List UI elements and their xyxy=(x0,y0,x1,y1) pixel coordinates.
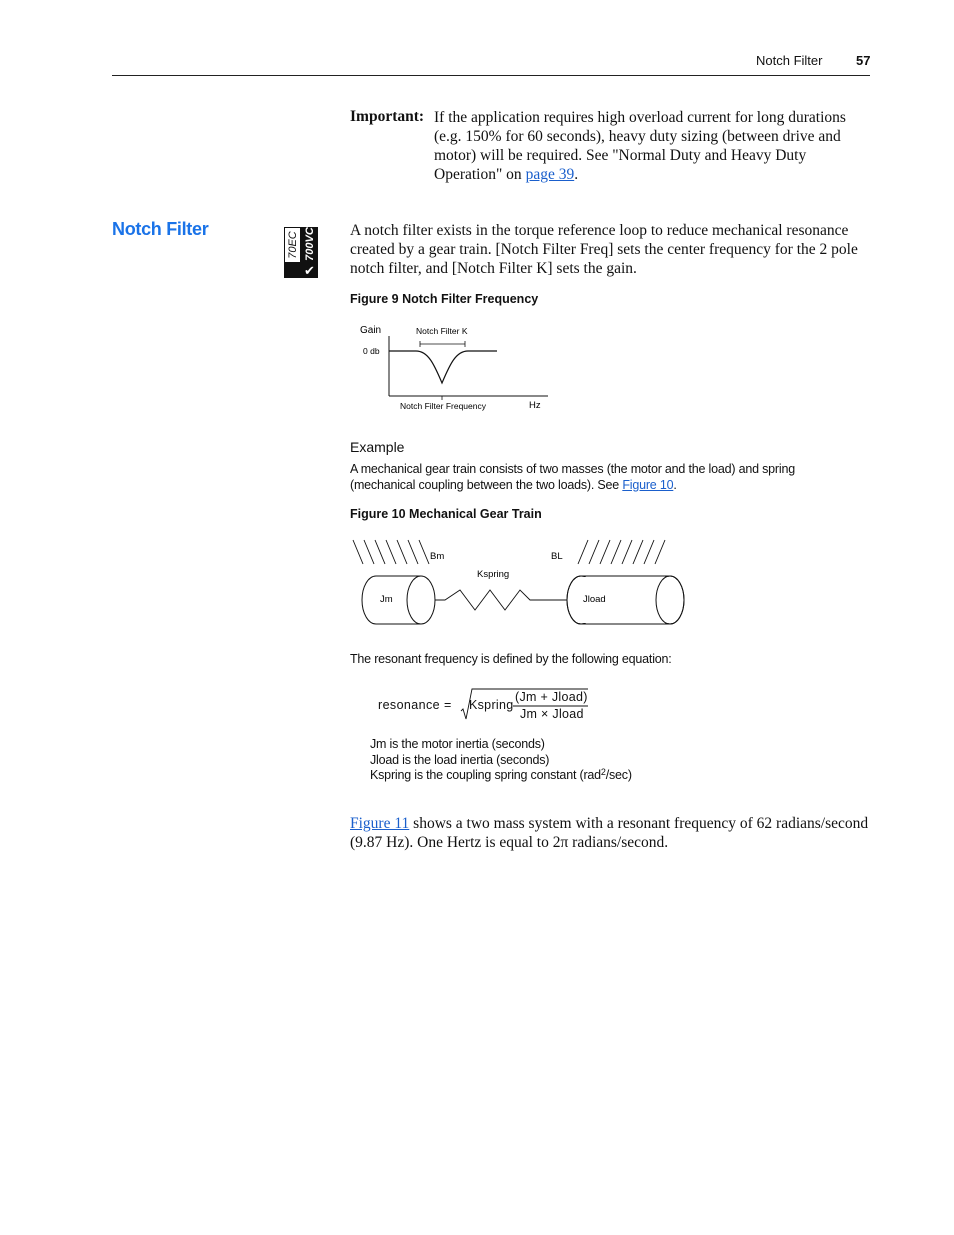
kspring-definition-superscript: 2 xyxy=(600,767,606,777)
gain-axis-label: Gain xyxy=(360,325,382,336)
motor-inertia-cylinder xyxy=(362,576,435,624)
figure-11-link[interactable]: Figure 11 xyxy=(350,815,410,832)
important-label: Important: xyxy=(350,108,425,125)
example-text-end: . xyxy=(673,478,677,492)
variable-definitions xyxy=(370,737,632,784)
equation-kspring: Kspring xyxy=(469,698,514,712)
badge-70ec-label: 70EC xyxy=(286,231,299,259)
important-note xyxy=(434,108,862,184)
header-divider xyxy=(112,75,870,76)
example-heading: Example xyxy=(350,439,405,455)
equation-lhs: resonance xyxy=(378,698,440,712)
important-text: If the application requires high overload current for long durations (e.g. 150% for 60 seconds), heavy duty sizing (between drive and motor) will be required. See "Normal Duty and Heavy Duty Operation" on xyxy=(434,109,846,183)
important-text-end: . xyxy=(574,166,579,183)
notch-response-curve xyxy=(389,351,497,383)
notch-filter-frequency-diagram xyxy=(350,316,560,416)
bm-label: Bm xyxy=(430,551,445,562)
kspring-definition-unit: /sec) xyxy=(605,768,632,782)
badge-700vc-column xyxy=(301,227,318,278)
zero-db-label: 0 db xyxy=(363,346,380,356)
bl-label: BL xyxy=(551,551,563,562)
jm-label: Jm xyxy=(380,594,393,605)
drive-applicability-badge xyxy=(284,227,318,278)
jm-definition: Jm is the motor inertia (seconds) xyxy=(370,737,545,751)
closing-paragraph xyxy=(350,814,872,852)
equation-equals: = xyxy=(444,698,452,712)
equation-intro: The resonant frequency is defined by the following equation: xyxy=(350,652,672,666)
example-text: A mechanical gear train consists of two masses (the motor and the load) and spring (mechanical coupling between the two loads). See xyxy=(350,462,795,492)
motor-ground-hatching xyxy=(353,540,429,564)
example-paragraph xyxy=(350,461,860,493)
load-ground-hatching xyxy=(578,540,665,564)
page-39-link[interactable]: page 39 xyxy=(525,166,575,183)
section-heading: Notch Filter xyxy=(112,219,209,239)
jload-definition: Jload is the load inertia (seconds) xyxy=(370,752,550,767)
hz-axis-label: Hz xyxy=(529,400,541,411)
resonance-equation xyxy=(376,686,606,726)
badge-70ec-empty-box xyxy=(285,262,302,277)
notch-filter-frequency-label: Notch Filter Frequency xyxy=(400,401,486,411)
kspring-definition xyxy=(370,768,632,784)
page-number: 57 xyxy=(856,53,871,68)
check-icon: ✔ xyxy=(304,263,315,278)
figure-10-link[interactable]: Figure 10 xyxy=(622,478,674,492)
kspring-definition-text: Kspring is the coupling spring constant (rad xyxy=(370,768,601,782)
coupling-spring xyxy=(435,590,567,610)
running-header-title: Notch Filter xyxy=(756,53,823,68)
equation-denominator: Jm × Jload xyxy=(520,707,584,721)
closing-text: shows a two mass system with a resonant frequency of 62 radians/second (9.87 Hz). One Hertz is equal to 2π radians/second. xyxy=(350,815,869,851)
equation-numerator: (Jm + Jload) xyxy=(515,690,588,704)
badge-700vc-label: 700VC xyxy=(303,227,316,261)
notch-filter-k-label: Notch Filter K xyxy=(416,326,468,336)
figure-9-caption: Figure 9 Notch Filter Frequency xyxy=(350,292,539,306)
badge-70ec-column xyxy=(284,227,301,278)
section-intro: A notch filter exists in the torque reference loop to reduce mechanical resonance created by a gear train. [Notch Filter Freq] sets the center frequency for the 2 pole notch filter, and [Notch Filter K] sets the gain. xyxy=(350,222,858,277)
figure-10-caption: Figure 10 Mechanical Gear Train xyxy=(350,507,542,521)
kspring-label: Kspring xyxy=(477,569,510,580)
mechanical-gear-train-diagram xyxy=(350,534,690,630)
jload-label: Jload xyxy=(583,594,606,605)
